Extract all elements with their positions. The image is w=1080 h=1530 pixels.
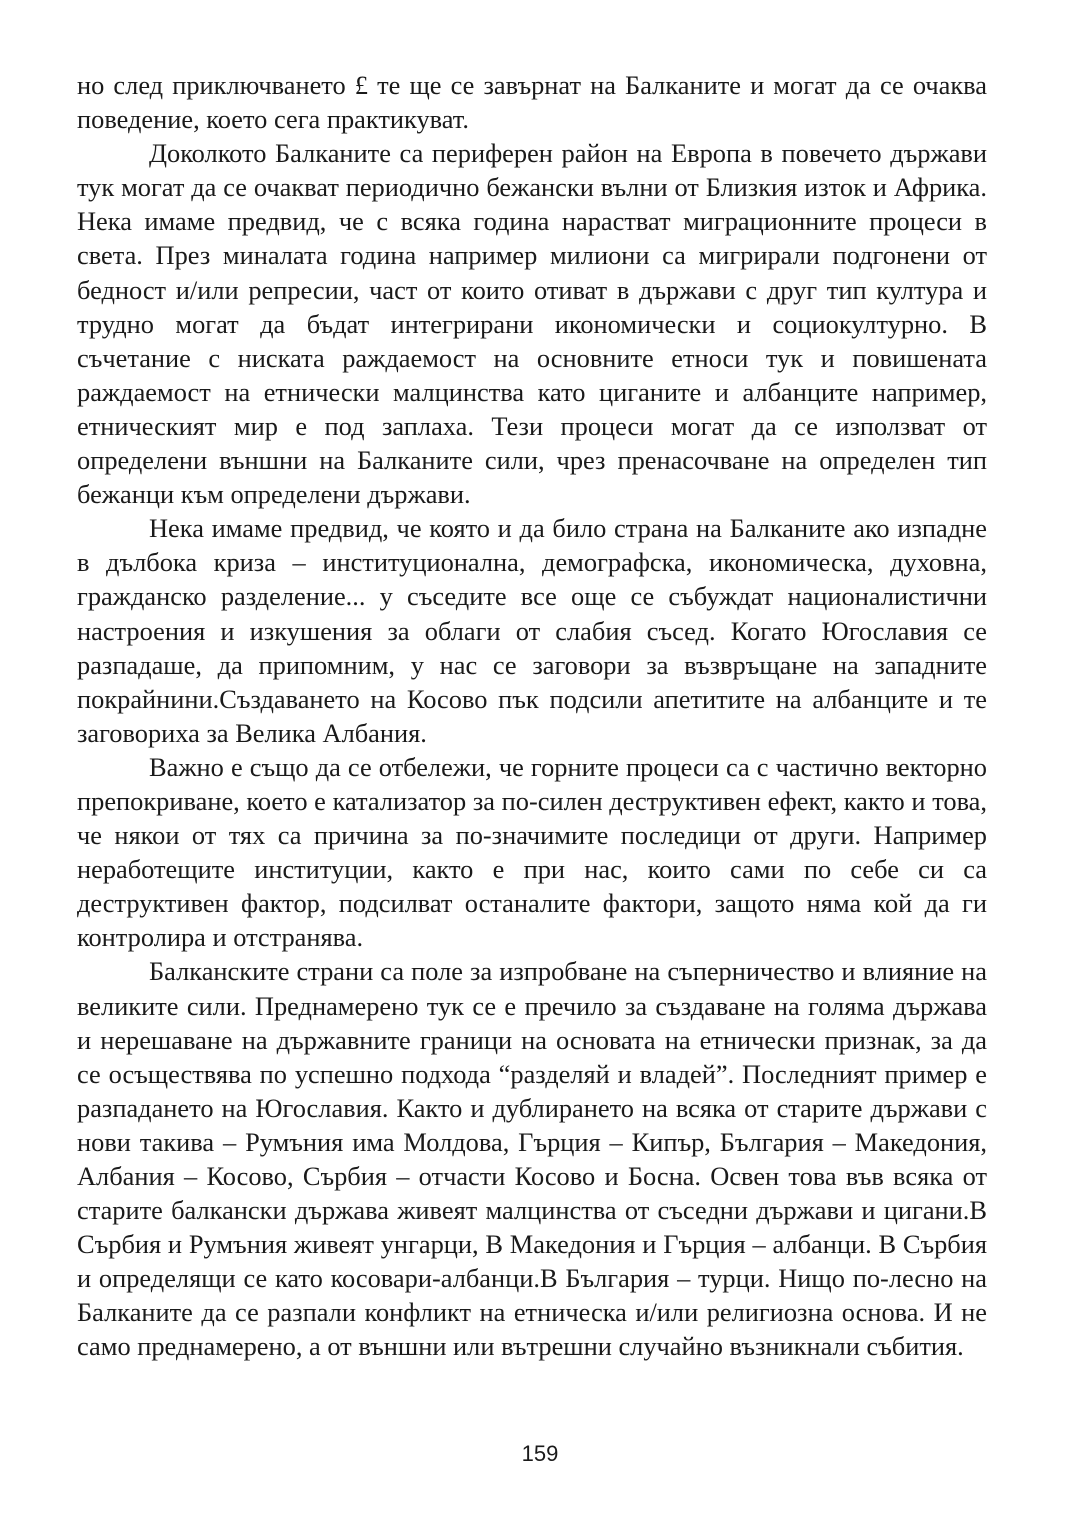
body-text [77, 68, 987, 1364]
paragraph-refugee-waves: Доколкото Балканите са периферен район на Европа в повечето държави тук могат да се очакват периодично бежански вълни от Близкия изток и Африка. Нека имаме предвид, че с всяка година нарастват миграционните процеси в света. През миналата година например милиони са мигрирали подгонени от бедност и/или репресии, част от които отиват в държави с друг тип култура и трудно могат да бъдат интегрирани икономически и социокултурно. В съчетание с ниската раждаемост на основните етноси тук и повишената раждаемост на етнически малцинства като циганите и албанците например, етническият мир е под заплаха. Тези процеси могат да се използват от определени външни на Балканите сили, чрез пренасочване на определен тип бежанци към определени държави. [77, 138, 987, 510]
paragraph-great-powers: Балканските страни са поле за изпробване на съперничество и влияние на великите сили. Преднамерено тук се е пречило за създаване на голяма държава и нерешаване на държавните граници на основата на етнически признак, за да се осъществява по успешно подхода “разделяй и владей”. Последният пример е разпадането на Югославия. Както и дублирането на всяка от старите държави с нови такива – Румъния има Молдова, Гърция – Кипър, България – Македония, Албания – Косово, Сърбия – отчасти Косово и Босна. Освен това във всяка от старите балкански държава живеят малцинства от съседни държави и цигани.В Сърбия и Румъния живеят унгарци, В Македония и Гърция – албанци. В Сърбия и определящи се като косовари-албанци.В България – турци. Нищо по-лесно на Балканите да се разпали конфликт на етническа и/или религиозна основа. И не само преднамерено, а от външни или вътрешни случайно възникнали събития. [77, 956, 987, 1362]
paragraph-continuation: но след приключването £ те ще се завърнат на Балканите и могат да се очаква поведение, което сега практикуват. [77, 70, 987, 135]
page-number: 159 [521, 1441, 559, 1466]
paragraph-nationalism: Нека имаме предвид, че която и да било страна на Балканите ако изпадне в дълбока криза – институционална, демографска, икономическа, духовна, гражданско разделение... у съседите все още се събуждат националистични настроения и изкушения за облаги от слабия съсед. Когато Югославия се разпадаше, да припомним, у нас се заговори за възвръщане на западните покрайнини.Създаването на Косово пък подсили апетитите на албанците и те заговориха за Велика Албания. [77, 513, 987, 748]
paragraph-vector-overlap: Важно е също да се отбележи, че горните процеси са с частично векторно препокриване, което е катализатор за по-силен деструктивен ефект, както и това, че някои от тях са причина за по-значимите последици от други. Например неработещите институции, както е при нас, които сами по себе си са деструктивен фактор, подсилват останалите фактори, защото няма кой да ги контролира и отстранява. [77, 751, 987, 953]
